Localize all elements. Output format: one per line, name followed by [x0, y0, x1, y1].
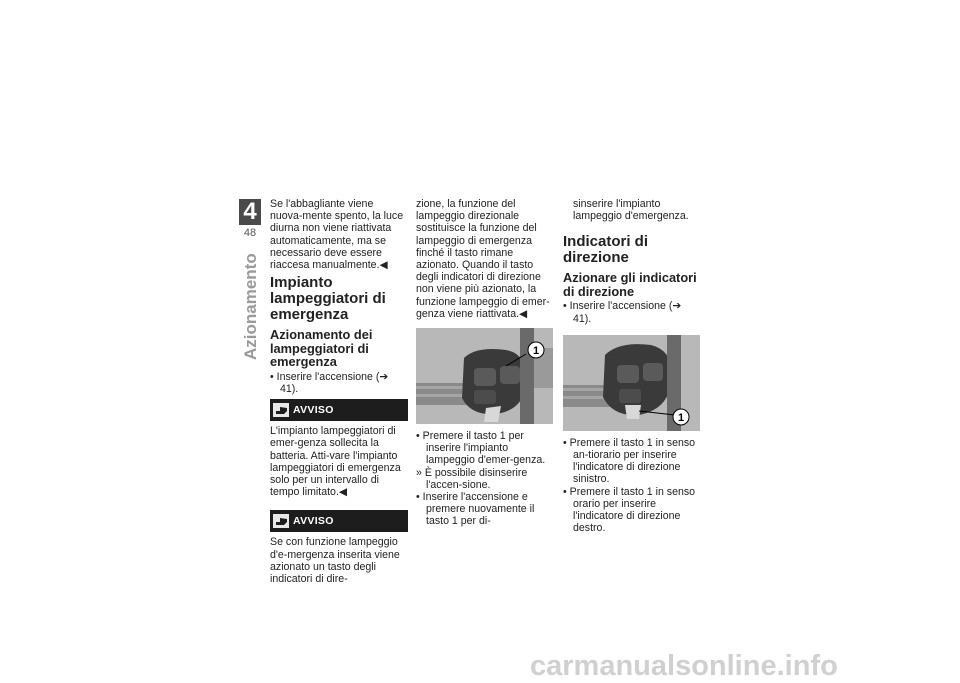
chapter-title: Azionamento	[241, 253, 260, 360]
heading-turn-signals: Indicatori di direzione	[563, 233, 649, 267]
continued-paragraph: zione, la funzione del lampeggio direzionale sostituisce la funzione del lampeggio di emergenza finché il tasto rimane azionato. Quando il tasto degli indicatori di direzione non viene più azionato, la funzione lampeggio di emer-genza viene riattivata.◀	[416, 198, 550, 320]
warning-text: L'impianto lampeggiatori di emer-genza sollecita la batteria. Atti-vare l'impianto lampeggiatori di emergenza solo per un intervallo di tempo limitato.◀	[270, 425, 401, 499]
step-ignition: • Inserire l'accensione (➔ 41).	[563, 300, 682, 325]
heading-hazard-lights: Impianto lampeggiatori di emergenza	[270, 274, 386, 324]
turn-signal-switch-photo	[563, 335, 700, 431]
warning-label: AVVISO	[293, 515, 334, 528]
subheading-hazard-operation: Azionamento dei lampeggiatori di emergenza	[270, 327, 373, 370]
column-2	[416, 198, 554, 528]
step-result: » È possibile disinserire l'accen-sione.	[416, 466, 528, 491]
warning-box	[270, 510, 408, 532]
warning-hand-icon	[273, 403, 289, 417]
continued-paragraph: sinserire l'impianto lampeggio d'emergenza.	[573, 198, 689, 223]
handlebar-switch-photo	[416, 328, 553, 424]
chapter-number: 4	[239, 199, 261, 225]
subheading-turn-signals-operation: Azionare gli indicatori di direzione	[563, 270, 697, 299]
warning-label: AVVISO	[293, 404, 334, 417]
column-1	[270, 198, 408, 585]
column-3	[563, 198, 701, 534]
figure-callout: 1	[677, 411, 685, 424]
step-turn-right: • Premere il tasto 1 in senso orario per inserire l'indicatore di direzione destro.	[563, 485, 696, 535]
warning-hand-icon	[273, 514, 289, 528]
step-ignition: • Inserire l'accensione (➔ 41).	[270, 370, 389, 395]
page-number: 48	[243, 227, 257, 239]
figure-callout: 1	[532, 345, 540, 358]
step-press-button: • Premere il tasto 1 per inserire l'impianto lampeggio d'emer-genza.	[416, 430, 546, 467]
step-turn-left: • Premere il tasto 1 in senso an-tiorario per inserire l'indicatore di direzione sinistro.	[563, 436, 696, 486]
warning-text: Se con funzione lampeggio d'e-mergenza inserita viene azionato un tasto degli indicatori di dire-	[270, 536, 400, 585]
warning-box	[270, 399, 408, 421]
step-press-again: • Inserire l'accensione e premere nuovamente il tasto 1 per di-	[416, 491, 535, 528]
site-watermark: carmanualsonline.info	[530, 650, 838, 682]
intro-paragraph: Se l'abbagliante viene nuova-mente spento, la luce diurna non viene riattivata automaticamente, ma se necessario deve essere riaccesa manualmente.◀	[270, 198, 404, 272]
